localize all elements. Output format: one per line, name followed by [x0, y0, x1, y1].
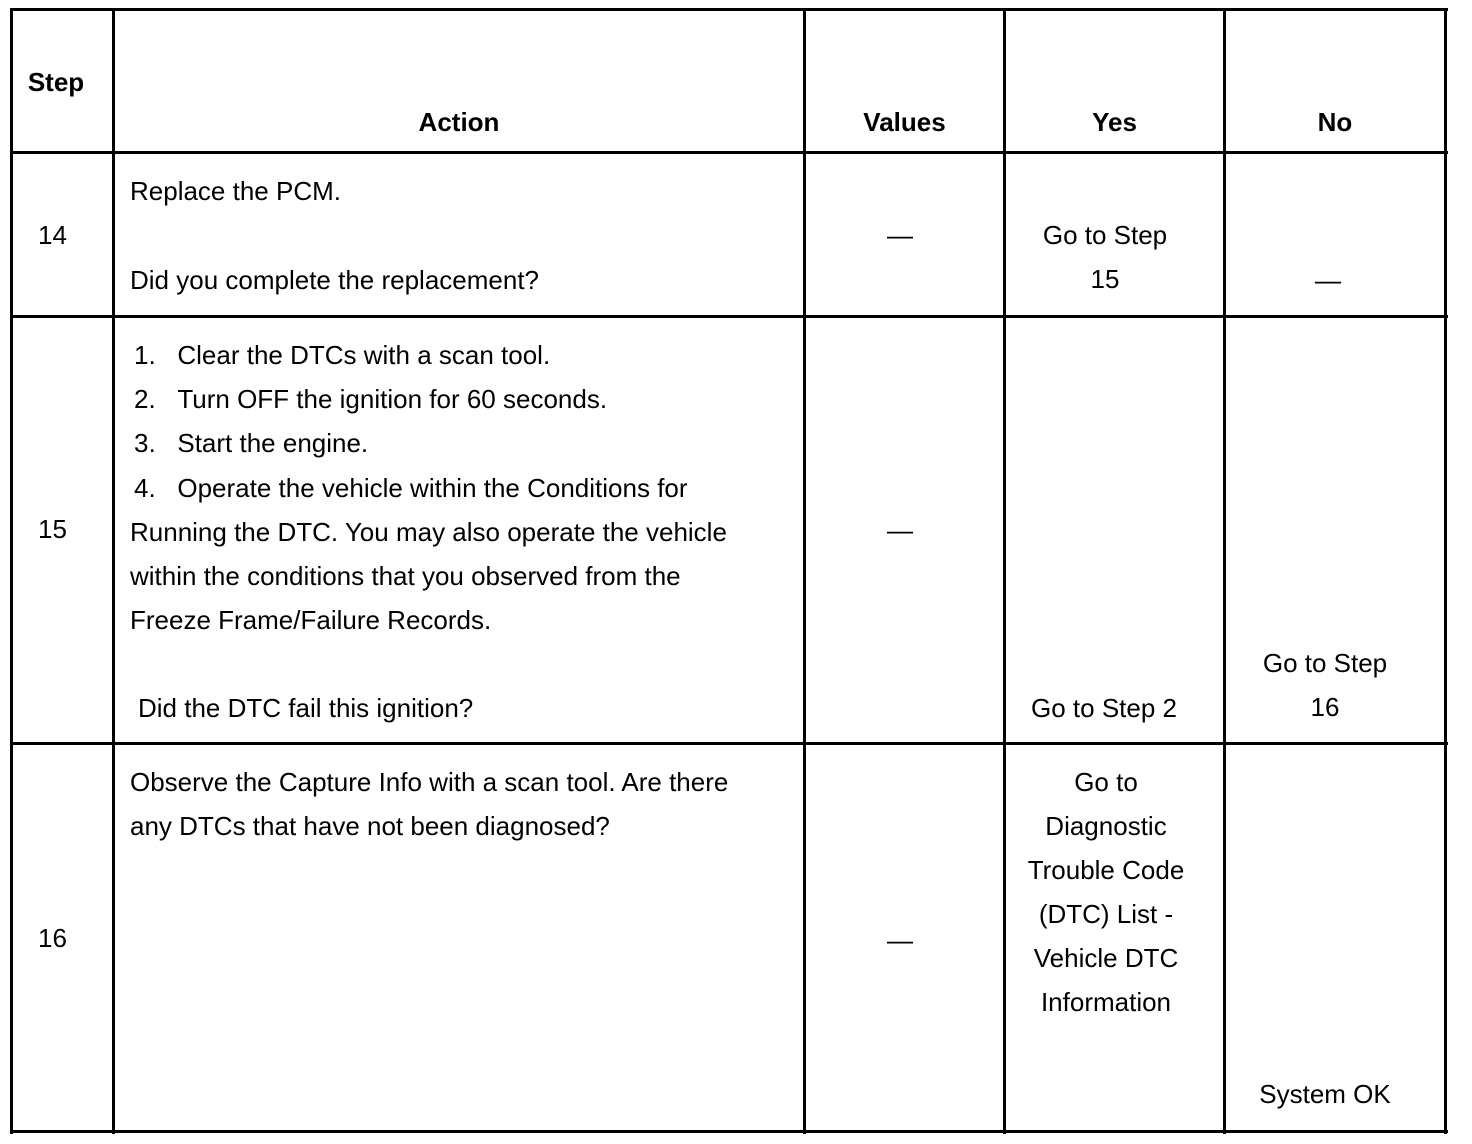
header-divider [10, 151, 1448, 154]
step-number: 15 [38, 514, 67, 544]
list-item-text: Turn OFF the ignition for 60 seconds. [177, 384, 608, 414]
table-border-bottom [10, 1130, 1448, 1133]
list-item [130, 466, 730, 642]
row-divider [10, 315, 1448, 318]
yes-link[interactable]: Go to Step 15 [1042, 220, 1168, 294]
step-number: 14 [38, 220, 67, 250]
yes-link[interactable]: Go to Diagnostic Trouble Code (DTC) List - Vehicle DTC Information [1027, 767, 1185, 1017]
row-divider [10, 742, 1448, 745]
list-item [134, 333, 550, 377]
header-values: Values [863, 107, 946, 137]
column-divider [1003, 8, 1006, 1134]
header-action: Action [418, 107, 500, 137]
list-item-text: Start the engine. [177, 428, 369, 458]
table-border-left [10, 8, 13, 1134]
table-border-top [10, 8, 1448, 11]
list-item-text: Clear the DTCs with a scan tool. [177, 340, 551, 370]
list-item-number: 2. [134, 384, 178, 414]
list-item [134, 377, 607, 421]
column-divider [1223, 8, 1226, 1134]
no-result: System OK [1259, 1079, 1391, 1109]
action-text: Observe the Capture Info with a scan tool. Are there any DTCs that have not been diagnosed? [130, 767, 729, 841]
header-step: Step [27, 67, 85, 97]
values-cell: — [887, 220, 913, 250]
list-item-number: 4. [134, 473, 178, 503]
no-link[interactable]: Go to Step 16 [1262, 648, 1388, 722]
no-cell: — [1315, 265, 1341, 295]
header-no: No [1317, 107, 1353, 137]
list-item-text: Operate the vehicle within the Conditions for Running the DTC. You may also operate the vehicle within the conditions that you observed from the Freeze Frame/Failure Records. [130, 473, 727, 635]
action-question: Did the DTC fail this ignition? [138, 693, 474, 723]
list-item [134, 421, 368, 465]
column-divider [112, 8, 115, 1134]
yes-link[interactable]: Go to Step 2 [1031, 693, 1177, 723]
header-yes: Yes [1092, 107, 1137, 137]
action-question: Did you complete the replacement? [130, 265, 540, 295]
values-cell: — [887, 925, 913, 955]
table-border-right [1444, 8, 1447, 1134]
values-cell: — [887, 515, 913, 545]
column-divider [803, 8, 806, 1134]
list-item-number: 3. [134, 428, 178, 458]
action-text: Replace the PCM. [130, 176, 341, 206]
list-item-number: 1. [134, 340, 178, 370]
step-number: 16 [38, 923, 67, 953]
